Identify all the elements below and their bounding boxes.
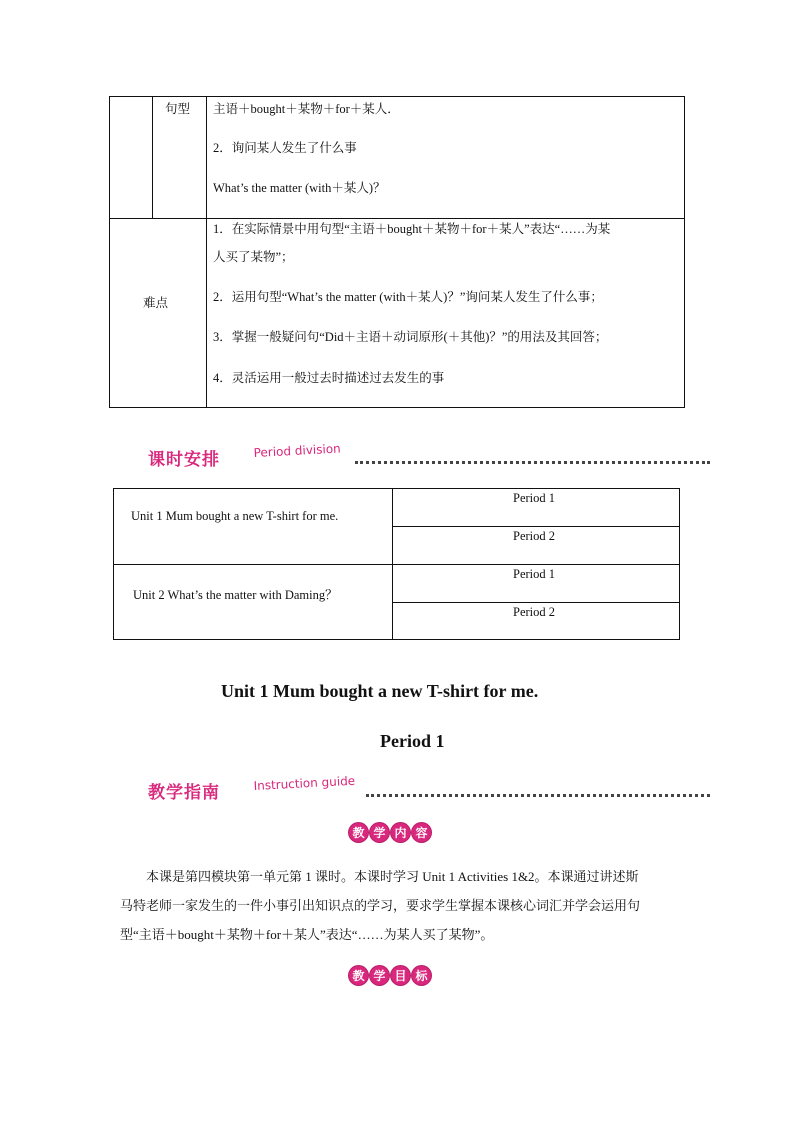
badge-char: 标	[412, 966, 431, 985]
period-cell: Period 2	[513, 529, 556, 543]
teaching-content-badge	[349, 823, 433, 842]
dotted-rule	[366, 794, 710, 797]
section-subtitle: Instruction guide	[253, 773, 356, 793]
section-subtitle: Period division	[253, 441, 342, 460]
section-title-period-division: 课时安排	[148, 450, 220, 470]
table-divider	[392, 526, 679, 527]
badge-char: 教	[349, 966, 368, 985]
table-line: What’s the matter (with＋某人)？	[213, 181, 386, 195]
unit1-cell: Unit 1 Mum bought a new T-shirt for me.	[131, 509, 339, 523]
table-line: 2．运用句型“What’s the matter (with＋某人)？”询问某人发生了什么事；	[213, 290, 603, 304]
badge-char: 容	[412, 823, 431, 842]
unit2-cell: Unit 2 What’s the matter with Daming？	[133, 588, 338, 602]
period-heading: Period 1	[380, 731, 445, 751]
paragraph-line: 马特老师一家发生的一件小事引出知识点的学习，要求学生掌握本课核心词汇并学会运用句	[120, 898, 641, 913]
difficulty-label: 难点	[143, 296, 169, 310]
table-divider	[392, 489, 393, 639]
period-cell: Period 1	[513, 491, 556, 505]
period-cell: Period 2	[513, 605, 556, 619]
table-divider	[392, 602, 679, 603]
badge-char: 目	[391, 966, 410, 985]
badge-char: 学	[370, 823, 389, 842]
teaching-objectives-badge	[349, 966, 433, 985]
paragraph-line: 本课是第四模块第一单元第 1 课时。本课时学习 Unit 1 Activities 1&2。本课通过讲述斯	[146, 869, 639, 884]
badge-char: 内	[391, 823, 410, 842]
badge-char: 教	[349, 823, 368, 842]
table-line: 2．询问某人发生了什么事	[213, 141, 357, 155]
table-line: 3．掌握一般疑问句“Did＋主语＋动词原形(＋其他)？”的用法及其回答；	[213, 330, 608, 344]
key-points-table	[109, 96, 685, 408]
table-divider	[152, 97, 153, 218]
table-line: 1．在实际情景中用句型“主语＋bought＋某物＋for＋某人”表达“……为某	[213, 222, 611, 236]
table-line: 人买了某物”；	[213, 250, 294, 264]
section-title-instruction-guide: 教学指南	[148, 783, 220, 803]
dotted-rule	[355, 461, 710, 464]
paragraph-line: 型“主语＋bought＋某物＋for＋某人”表达“……为某人买了某物”。	[120, 927, 494, 942]
table-divider	[114, 564, 679, 565]
table-line: 主语＋bought＋某物＋for＋某人．	[213, 102, 400, 116]
lesson-description	[120, 862, 680, 949]
period-division-table	[113, 488, 680, 640]
badge-char: 学	[370, 966, 389, 985]
unit-heading: Unit 1 Mum bought a new T-shirt for me.	[221, 681, 539, 701]
period-cell: Period 1	[513, 567, 556, 581]
table-divider	[110, 218, 684, 219]
table-divider	[206, 97, 207, 407]
table-line: 4．灵活运用一般过去时描述过去发生的事	[213, 371, 445, 385]
sentence-pattern-label: 句型	[165, 102, 191, 116]
